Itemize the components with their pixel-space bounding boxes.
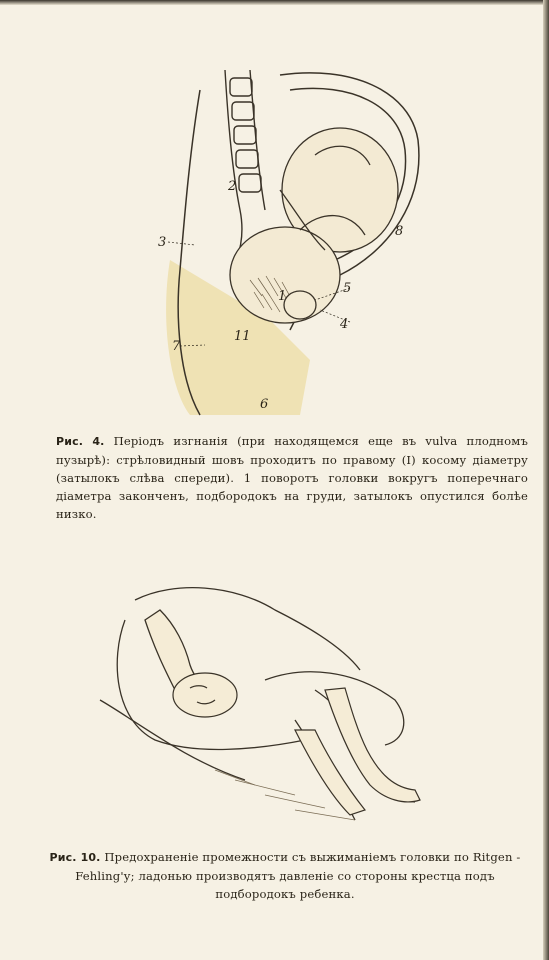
symphysis-drawing <box>284 291 316 319</box>
label-2: 2 <box>228 179 237 194</box>
figure-2-caption-text: Предохраненіе промежности съ выжиманіемъ головки по Ritgen - Fehling'у; ладонью производятъ давленіе со стороны крестца подъ подбородокъ ребенка. <box>75 850 521 901</box>
figure-1-caption-text: Періодъ изгнанія (при находящемся еще въ vulva плодномъ пузырѣ): стрѣловидный шовъ проходитъ по правому (I) косому діаметру (затылокъ слѣва спереди). 1 поворотъ головки вокругъ поперечнаго діаметра законченъ, подбородокъ на груди, затылокъ опустился болѣе низко. <box>56 434 528 521</box>
page-right-edge <box>543 0 549 960</box>
figure-1-number: Рис. 4. <box>56 435 105 448</box>
page-top-edge <box>0 0 549 5</box>
label-7: 7 <box>172 339 181 354</box>
label-4: 4 <box>340 317 349 332</box>
legs-drawing <box>295 688 420 815</box>
label-3: 3 <box>158 235 167 250</box>
label-11: 11 <box>234 329 251 344</box>
figure-1-illustration <box>150 60 430 420</box>
figure-2-illustration <box>95 570 435 840</box>
figure-1-caption <box>56 432 528 523</box>
label-8: 8 <box>395 224 404 239</box>
baby-head-drawing <box>173 673 237 717</box>
figure-2-number: Рис. 10. <box>49 851 101 864</box>
label-6: 6 <box>260 397 269 412</box>
label-1: 1 <box>278 289 287 304</box>
label-5: 5 <box>343 281 352 296</box>
figure-2-caption <box>48 848 522 903</box>
